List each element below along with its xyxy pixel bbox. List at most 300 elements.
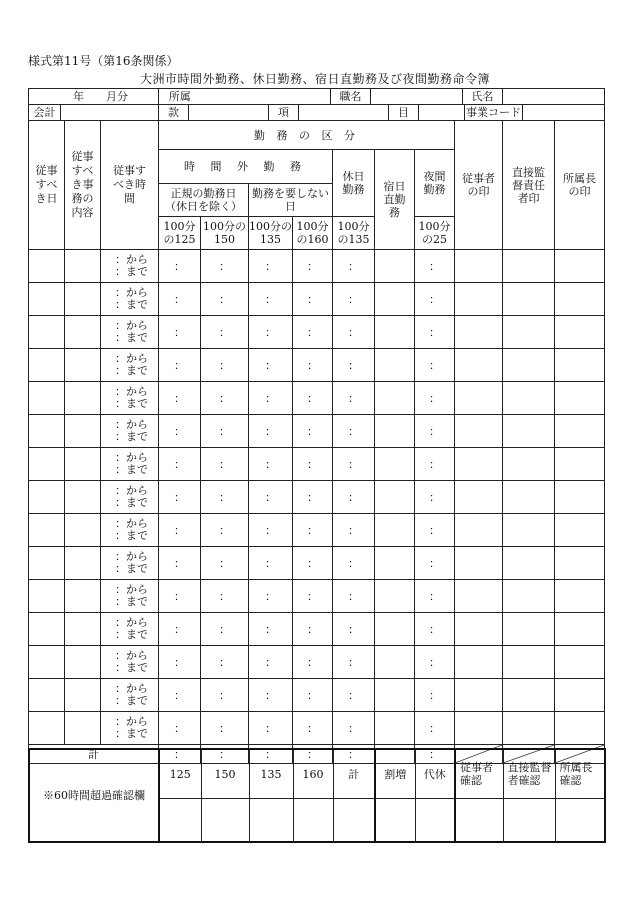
work-day-cell[interactable] bbox=[29, 481, 65, 514]
bottom-header-extra: 割増 bbox=[375, 749, 415, 799]
colon-separator: ： bbox=[174, 655, 185, 669]
bottom-value-total[interactable] bbox=[333, 799, 375, 843]
colon-separator: ： bbox=[174, 424, 185, 438]
night-duty-cell[interactable] bbox=[375, 316, 415, 349]
worker-seal-cell[interactable] bbox=[455, 250, 503, 283]
hours-cell[interactable] bbox=[201, 316, 249, 349]
col-supervisor-seal: 直接監督責任者印 bbox=[503, 121, 555, 250]
hours-cell[interactable] bbox=[333, 415, 375, 448]
hours-cell[interactable] bbox=[159, 580, 201, 613]
work-content-cell[interactable] bbox=[65, 250, 101, 283]
kou-label: 項 bbox=[269, 105, 299, 121]
bottom-header-150: 150 bbox=[201, 749, 249, 799]
bottom-value-extra[interactable] bbox=[375, 799, 415, 843]
work-time-cell[interactable] bbox=[101, 712, 159, 745]
hours-cell[interactable] bbox=[249, 283, 293, 316]
hours-cell[interactable] bbox=[159, 481, 201, 514]
hours-cell[interactable] bbox=[249, 349, 293, 382]
work-content-cell[interactable] bbox=[65, 316, 101, 349]
moku-field[interactable] bbox=[419, 105, 465, 121]
colon-separator: ： bbox=[174, 721, 185, 735]
supervisor-seal-cell[interactable] bbox=[503, 349, 555, 382]
supervisor-seal-cell[interactable] bbox=[503, 613, 555, 646]
hours-cell[interactable] bbox=[159, 448, 201, 481]
time-from: ：から bbox=[115, 649, 148, 662]
colon-separator: ： bbox=[174, 523, 185, 537]
supervisor-confirm-field[interactable] bbox=[503, 799, 555, 843]
hours-cell[interactable] bbox=[293, 250, 333, 283]
work-content-cell[interactable] bbox=[65, 580, 101, 613]
worker-seal-cell[interactable] bbox=[455, 448, 503, 481]
colon-separator: ： bbox=[265, 688, 276, 702]
worker-seal-cell[interactable] bbox=[455, 415, 503, 448]
time-to: ：まで bbox=[115, 727, 148, 740]
bottom-value-150[interactable] bbox=[201, 799, 249, 843]
chief-seal-cell[interactable] bbox=[555, 316, 605, 349]
night-duty-cell[interactable] bbox=[375, 514, 415, 547]
work-day-cell[interactable] bbox=[29, 514, 65, 547]
worker-seal-cell[interactable] bbox=[455, 547, 503, 580]
colon-separator: ： bbox=[348, 358, 359, 372]
hours-cell[interactable] bbox=[293, 547, 333, 580]
colon-separator: ： bbox=[265, 325, 276, 339]
worker-seal-cell[interactable] bbox=[455, 712, 503, 745]
hours-cell[interactable] bbox=[333, 316, 375, 349]
colon-separator: ： bbox=[348, 589, 359, 603]
account-table bbox=[28, 104, 605, 121]
work-time-cell[interactable] bbox=[101, 316, 159, 349]
non-required-day-header: 勤務を要しない日 bbox=[249, 184, 333, 217]
affiliation-field[interactable] bbox=[201, 89, 331, 105]
hours-cell[interactable] bbox=[249, 382, 293, 415]
time-to: ：まで bbox=[115, 331, 148, 344]
time-to: ：まで bbox=[115, 694, 148, 707]
colon-separator: ： bbox=[219, 424, 230, 438]
night-duty-cell[interactable] bbox=[375, 382, 415, 415]
col-work-time: 従事すべき時間 bbox=[101, 121, 159, 250]
worker-seal-cell[interactable] bbox=[455, 514, 503, 547]
work-day-cell[interactable] bbox=[29, 382, 65, 415]
colon-separator: ： bbox=[219, 259, 230, 273]
night-work-cell[interactable] bbox=[415, 448, 455, 481]
time-to: ：まで bbox=[115, 661, 148, 674]
night-duty-header: 宿日直勤務 bbox=[375, 150, 415, 250]
col-work-day: 従事すべき日 bbox=[29, 121, 65, 250]
hours-cell[interactable] bbox=[201, 415, 249, 448]
hours-cell[interactable] bbox=[293, 349, 333, 382]
time-from: ：から bbox=[115, 583, 148, 596]
chief-seal-cell[interactable] bbox=[555, 382, 605, 415]
document-title: 大洲市時間外勤務、休日勤務、宿日直勤務及び夜間勤務命令簿 bbox=[139, 72, 490, 86]
hours-cell[interactable] bbox=[159, 349, 201, 382]
colon-separator: ： bbox=[174, 325, 185, 339]
kan-field[interactable] bbox=[189, 105, 269, 121]
col-chief-seal: 所属長の印 bbox=[555, 121, 605, 250]
hours-cell[interactable] bbox=[249, 481, 293, 514]
night-work-cell[interactable] bbox=[415, 646, 455, 679]
bottom-value-125[interactable] bbox=[159, 799, 201, 843]
colon-separator: ： bbox=[219, 457, 230, 471]
hours-cell[interactable] bbox=[201, 580, 249, 613]
work-day-cell[interactable] bbox=[29, 547, 65, 580]
work-time-cell[interactable] bbox=[101, 646, 159, 679]
hours-cell[interactable] bbox=[333, 283, 375, 316]
work-time-cell[interactable] bbox=[101, 580, 159, 613]
hours-cell[interactable] bbox=[293, 316, 333, 349]
night-work-cell[interactable] bbox=[415, 613, 455, 646]
work-day-cell[interactable] bbox=[29, 448, 65, 481]
chief-seal-cell[interactable] bbox=[555, 613, 605, 646]
table-row bbox=[29, 646, 605, 679]
hours-cell[interactable] bbox=[333, 613, 375, 646]
hours-cell[interactable] bbox=[333, 580, 375, 613]
project-code-field[interactable] bbox=[523, 105, 605, 121]
work-day-cell[interactable] bbox=[29, 415, 65, 448]
hours-cell[interactable] bbox=[201, 712, 249, 745]
work-time-cell[interactable] bbox=[101, 415, 159, 448]
name-field[interactable] bbox=[503, 89, 605, 105]
hours-cell[interactable] bbox=[249, 613, 293, 646]
work-content-cell[interactable] bbox=[65, 547, 101, 580]
colon-separator: ： bbox=[265, 622, 276, 636]
year-month-cell[interactable] bbox=[29, 89, 159, 105]
night-work-cell[interactable] bbox=[415, 514, 455, 547]
worker-seal-cell[interactable] bbox=[455, 679, 503, 712]
work-time-cell[interactable] bbox=[101, 679, 159, 712]
work-day-cell[interactable] bbox=[29, 250, 65, 283]
hours-cell[interactable] bbox=[293, 448, 333, 481]
hours-cell[interactable] bbox=[201, 646, 249, 679]
table-row bbox=[29, 250, 605, 283]
chief-seal-cell[interactable] bbox=[555, 283, 605, 316]
project-code-label: 事業コード bbox=[466, 106, 521, 119]
night-duty-cell[interactable] bbox=[375, 712, 415, 745]
colon-separator: ： bbox=[429, 457, 440, 471]
night-duty-cell[interactable] bbox=[375, 547, 415, 580]
work-day-cell[interactable] bbox=[29, 712, 65, 745]
hours-cell[interactable] bbox=[293, 646, 333, 679]
hours-cell[interactable] bbox=[201, 349, 249, 382]
colon-separator: ： bbox=[219, 490, 230, 504]
night-work-cell[interactable] bbox=[415, 382, 455, 415]
work-time-cell[interactable] bbox=[101, 514, 159, 547]
work-content-cell[interactable] bbox=[65, 481, 101, 514]
hours-cell[interactable] bbox=[249, 547, 293, 580]
hours-cell[interactable] bbox=[249, 580, 293, 613]
hours-cell[interactable] bbox=[333, 349, 375, 382]
night-work-cell[interactable] bbox=[415, 283, 455, 316]
work-day-cell[interactable] bbox=[29, 349, 65, 382]
colon-separator: ： bbox=[348, 457, 359, 471]
hours-cell[interactable] bbox=[333, 250, 375, 283]
hours-cell[interactable] bbox=[201, 250, 249, 283]
supervisor-seal-cell[interactable] bbox=[503, 679, 555, 712]
hours-cell[interactable] bbox=[159, 646, 201, 679]
rate-holiday-135: 100分の135 bbox=[333, 217, 375, 250]
hours-cell[interactable] bbox=[159, 250, 201, 283]
hours-cell[interactable] bbox=[333, 382, 375, 415]
hours-cell[interactable] bbox=[249, 448, 293, 481]
hours-cell[interactable] bbox=[159, 613, 201, 646]
supervisor-seal-cell[interactable] bbox=[503, 448, 555, 481]
time-to: ：まで bbox=[115, 397, 148, 410]
hours-cell[interactable] bbox=[201, 481, 249, 514]
colon-separator: ： bbox=[429, 589, 440, 603]
night-duty-cell[interactable] bbox=[375, 448, 415, 481]
chief-seal-cell[interactable] bbox=[555, 580, 605, 613]
job-title-field[interactable] bbox=[371, 89, 463, 105]
chief-seal-cell[interactable] bbox=[555, 679, 605, 712]
supervisor-seal-cell[interactable] bbox=[503, 646, 555, 679]
colon-separator: ： bbox=[307, 721, 318, 735]
hours-cell[interactable] bbox=[333, 481, 375, 514]
work-day-cell[interactable] bbox=[29, 646, 65, 679]
bottom-value-substitute[interactable] bbox=[415, 799, 455, 843]
time-from: ：から bbox=[115, 418, 148, 431]
moku-label: 目 bbox=[389, 105, 419, 121]
time-to: ：まで bbox=[115, 529, 148, 542]
hours-cell[interactable] bbox=[201, 613, 249, 646]
night-duty-cell[interactable] bbox=[375, 613, 415, 646]
hours-cell[interactable] bbox=[333, 514, 375, 547]
supervisor-seal-cell[interactable] bbox=[503, 712, 555, 745]
colon-separator: ： bbox=[307, 490, 318, 504]
colon-separator: ： bbox=[429, 325, 440, 339]
colon-separator: ： bbox=[348, 747, 359, 761]
work-content-cell[interactable] bbox=[65, 514, 101, 547]
colon-separator: ： bbox=[429, 292, 440, 306]
night-work-cell[interactable] bbox=[415, 250, 455, 283]
supervisor-seal-cell[interactable] bbox=[503, 250, 555, 283]
colon-separator: ： bbox=[265, 747, 276, 761]
colon-separator: ： bbox=[174, 688, 185, 702]
hours-cell[interactable] bbox=[159, 382, 201, 415]
work-day-cell[interactable] bbox=[29, 316, 65, 349]
time-to: ：まで bbox=[115, 364, 148, 377]
worker-seal-cell[interactable] bbox=[455, 382, 503, 415]
chief-seal-cell[interactable] bbox=[555, 415, 605, 448]
colon-separator: ： bbox=[174, 490, 185, 504]
night-work-cell[interactable] bbox=[415, 580, 455, 613]
work-time-cell[interactable] bbox=[101, 382, 159, 415]
regular-workday-header: 正規の勤務日（休日を除く） bbox=[159, 184, 249, 217]
hours-cell[interactable] bbox=[333, 448, 375, 481]
hours-cell[interactable] bbox=[159, 679, 201, 712]
worker-seal-cell[interactable] bbox=[455, 580, 503, 613]
work-content-cell[interactable] bbox=[65, 283, 101, 316]
work-time-cell[interactable] bbox=[101, 448, 159, 481]
work-content-cell[interactable] bbox=[65, 613, 101, 646]
bottom-value-135[interactable] bbox=[249, 799, 293, 843]
hours-cell[interactable] bbox=[293, 481, 333, 514]
hours-cell[interactable] bbox=[159, 547, 201, 580]
kou-field[interactable] bbox=[299, 105, 389, 121]
work-content-cell[interactable] bbox=[65, 448, 101, 481]
hours-cell[interactable] bbox=[201, 547, 249, 580]
colon-separator: ： bbox=[219, 622, 230, 636]
hours-cell[interactable] bbox=[293, 415, 333, 448]
work-time-cell[interactable] bbox=[101, 349, 159, 382]
colon-separator: ： bbox=[307, 556, 318, 570]
night-duty-cell[interactable] bbox=[375, 679, 415, 712]
colon-separator: ： bbox=[219, 556, 230, 570]
hours-cell[interactable] bbox=[293, 382, 333, 415]
supervisor-seal-cell[interactable] bbox=[503, 316, 555, 349]
hours-cell[interactable] bbox=[249, 316, 293, 349]
work-day-cell[interactable] bbox=[29, 613, 65, 646]
overtime-60h-label: ※60時間超過確認欄 bbox=[29, 749, 159, 842]
hours-cell[interactable] bbox=[293, 613, 333, 646]
night-work-cell[interactable] bbox=[415, 547, 455, 580]
worker-seal-cell[interactable] bbox=[455, 349, 503, 382]
hours-cell[interactable] bbox=[201, 382, 249, 415]
work-content-cell[interactable] bbox=[65, 646, 101, 679]
colon-separator: ： bbox=[265, 523, 276, 537]
hours-cell[interactable] bbox=[201, 514, 249, 547]
hours-cell[interactable] bbox=[249, 250, 293, 283]
supervisor-seal-cell[interactable] bbox=[503, 382, 555, 415]
colon-separator: ： bbox=[429, 259, 440, 273]
night-duty-cell[interactable] bbox=[375, 415, 415, 448]
hours-cell[interactable] bbox=[159, 514, 201, 547]
colon-separator: ： bbox=[307, 655, 318, 669]
overtime-header: 時 間 外 勤 務 bbox=[159, 150, 333, 184]
worker-seal-cell[interactable] bbox=[455, 481, 503, 514]
night-work-cell[interactable] bbox=[415, 349, 455, 382]
hours-cell[interactable] bbox=[333, 646, 375, 679]
night-duty-cell[interactable] bbox=[375, 349, 415, 382]
bottom-value-160[interactable] bbox=[293, 799, 333, 843]
hours-cell[interactable] bbox=[159, 712, 201, 745]
night-duty-cell[interactable] bbox=[375, 481, 415, 514]
hours-cell[interactable] bbox=[201, 283, 249, 316]
colon-separator: ： bbox=[307, 424, 318, 438]
worker-confirm-field[interactable] bbox=[455, 799, 503, 843]
night-work-cell[interactable] bbox=[415, 316, 455, 349]
night-duty-cell[interactable] bbox=[375, 580, 415, 613]
supervisor-seal-cell[interactable] bbox=[503, 415, 555, 448]
colon-separator: ： bbox=[307, 523, 318, 537]
colon-separator: ： bbox=[348, 556, 359, 570]
hours-cell[interactable] bbox=[249, 646, 293, 679]
night-duty-cell[interactable] bbox=[375, 646, 415, 679]
col-work-content: 従事すべき事務の内容 bbox=[65, 121, 101, 250]
colon-separator: ： bbox=[219, 358, 230, 372]
hours-cell[interactable] bbox=[201, 448, 249, 481]
hours-cell[interactable] bbox=[159, 316, 201, 349]
work-content-cell[interactable] bbox=[65, 382, 101, 415]
colon-separator: ： bbox=[348, 523, 359, 537]
chief-seal-cell[interactable] bbox=[555, 547, 605, 580]
hours-cell[interactable] bbox=[293, 679, 333, 712]
account-field[interactable] bbox=[61, 105, 159, 121]
work-time-cell[interactable] bbox=[101, 250, 159, 283]
colon-separator: ： bbox=[429, 688, 440, 702]
work-content-cell[interactable] bbox=[65, 415, 101, 448]
work-content-cell[interactable] bbox=[65, 712, 101, 745]
time-to: ：まで bbox=[115, 265, 148, 278]
chief-seal-cell[interactable] bbox=[555, 448, 605, 481]
worker-seal-cell[interactable] bbox=[455, 283, 503, 316]
bottom-header-160: 160 bbox=[293, 749, 333, 799]
night-work-cell[interactable] bbox=[415, 679, 455, 712]
work-time-cell[interactable] bbox=[101, 613, 159, 646]
chief-seal-cell[interactable] bbox=[555, 481, 605, 514]
colon-separator: ： bbox=[174, 622, 185, 636]
colon-separator: ： bbox=[307, 622, 318, 636]
hours-cell[interactable] bbox=[249, 679, 293, 712]
time-to: ：まで bbox=[115, 496, 148, 509]
time-to: ：まで bbox=[115, 628, 148, 641]
chief-confirm-field[interactable] bbox=[555, 799, 605, 843]
hours-cell[interactable] bbox=[249, 514, 293, 547]
colon-separator: ： bbox=[429, 391, 440, 405]
hours-cell[interactable] bbox=[293, 712, 333, 745]
hours-cell[interactable] bbox=[201, 679, 249, 712]
night-work-cell[interactable] bbox=[415, 481, 455, 514]
work-time-cell[interactable] bbox=[101, 547, 159, 580]
worker-seal-cell[interactable] bbox=[455, 316, 503, 349]
night-duty-cell[interactable] bbox=[375, 250, 415, 283]
worker-seal-cell[interactable] bbox=[455, 646, 503, 679]
time-from: ：から bbox=[115, 484, 148, 497]
colon-separator: ： bbox=[348, 292, 359, 306]
night-work-cell[interactable] bbox=[415, 415, 455, 448]
hours-cell[interactable] bbox=[249, 415, 293, 448]
month-label: 月分 bbox=[106, 90, 128, 103]
supervisor-seal-cell[interactable] bbox=[503, 514, 555, 547]
colon-separator: ： bbox=[265, 358, 276, 372]
work-day-cell[interactable] bbox=[29, 283, 65, 316]
work-day-cell[interactable] bbox=[29, 679, 65, 712]
colon-separator: ： bbox=[348, 391, 359, 405]
work-time-cell[interactable] bbox=[101, 481, 159, 514]
supervisor-seal-cell[interactable] bbox=[503, 547, 555, 580]
colon-separator: ： bbox=[429, 358, 440, 372]
time-from: ：から bbox=[115, 352, 148, 365]
work-content-cell[interactable] bbox=[65, 679, 101, 712]
colon-separator: ： bbox=[429, 655, 440, 669]
work-time-cell[interactable] bbox=[101, 283, 159, 316]
chief-seal-cell[interactable] bbox=[555, 712, 605, 745]
hours-cell[interactable] bbox=[159, 415, 201, 448]
hours-cell[interactable] bbox=[333, 712, 375, 745]
night-duty-cell[interactable] bbox=[375, 283, 415, 316]
worker-seal-cell[interactable] bbox=[455, 613, 503, 646]
supervisor-seal-cell[interactable] bbox=[503, 283, 555, 316]
supervisor-seal-cell[interactable] bbox=[503, 580, 555, 613]
hours-cell[interactable] bbox=[333, 679, 375, 712]
time-from: ：から bbox=[115, 253, 148, 266]
work-content-cell[interactable] bbox=[65, 349, 101, 382]
colon-separator: ： bbox=[219, 523, 230, 537]
hours-cell[interactable] bbox=[293, 283, 333, 316]
night-work-cell[interactable] bbox=[415, 712, 455, 745]
hours-cell[interactable] bbox=[293, 580, 333, 613]
work-day-cell[interactable] bbox=[29, 580, 65, 613]
hours-cell[interactable] bbox=[333, 547, 375, 580]
colon-separator: ： bbox=[219, 325, 230, 339]
colon-separator: ： bbox=[429, 747, 440, 761]
hours-cell[interactable] bbox=[249, 712, 293, 745]
supervisor-seal-cell[interactable] bbox=[503, 481, 555, 514]
hours-cell[interactable] bbox=[159, 283, 201, 316]
hours-cell[interactable] bbox=[293, 514, 333, 547]
chief-seal-cell[interactable] bbox=[555, 514, 605, 547]
chief-seal-cell[interactable] bbox=[555, 646, 605, 679]
chief-seal-cell[interactable] bbox=[555, 250, 605, 283]
chief-seal-cell[interactable] bbox=[555, 349, 605, 382]
